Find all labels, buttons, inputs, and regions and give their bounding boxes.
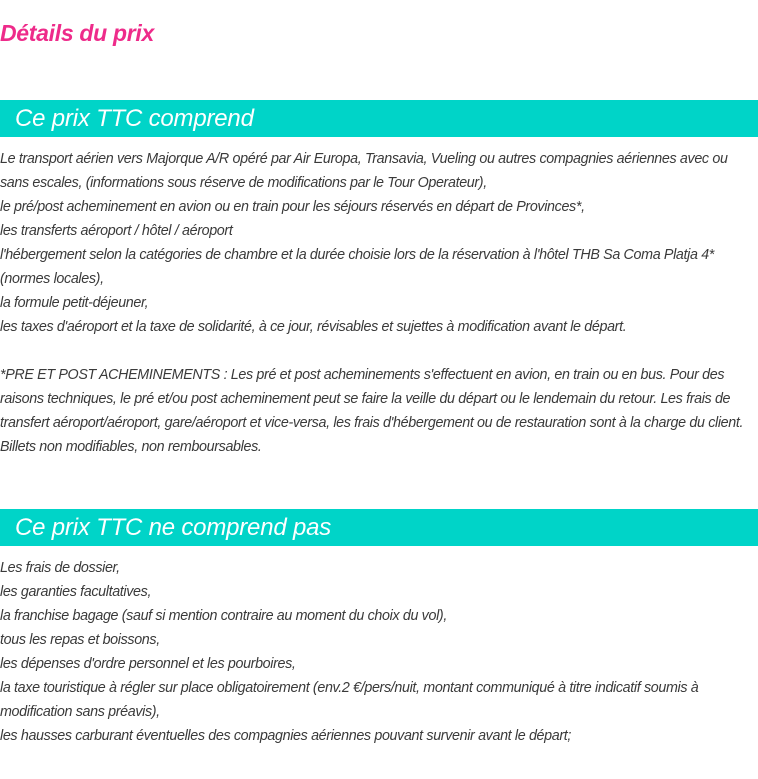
includes-line: les transferts aéroport / hôtel / aéroport [0,223,233,239]
includes-line: l'hébergement selon la catégories de chambre et la durée choisie lors de la réservation à l'hôtel THB Sa Coma Platja 4* (normes locales), [0,247,715,287]
includes-list [0,147,758,459]
includes-line: le pré/post acheminement en avion ou en train pour les séjours réservés en départ de Provinces*, [0,199,585,215]
excludes-line: les dépenses d'ordre personnel et les pourboires, [0,656,296,672]
excludes-line: les garanties facultatives, [0,584,152,600]
includes-line: les taxes d'aéroport et la taxe de solidarité, à ce jour, révisables et sujettes à modification avant le départ. [0,319,627,335]
excludes-heading: Ce prix TTC ne comprend pas [15,514,332,541]
includes-heading: Ce prix TTC comprend [15,105,254,132]
excludes-line: les hausses carburant éventuelles des compagnies aériennes pouvant survenir avant le départ; [0,728,572,744]
excludes-section-header [0,509,758,546]
pre-post-note: *PRE ET POST ACHEMINEMENTS : Les pré et post acheminements s'effectuent en avion, en train ou en bus. Pour des raisons techniques, le pré et/ou post acheminement peut se faire la veille du départ ou le lendemain du retour. Les frais de transfert aéroport/aéroport, gare/aéroport et vice-versa, les frais d'hébergement ou de restauration sont à la charge du client. Billets non modifiables, non remboursables. [0,367,744,455]
includes-line: la formule petit-déjeuner, [0,295,149,311]
excludes-list [0,556,758,748]
excludes-line: la franchise bagage (sauf si mention contraire au moment du choix du vol), [0,608,447,624]
includes-section-header [0,100,758,137]
excludes-line: Les frais de dossier, [0,560,120,576]
excludes-line: la taxe touristique à régler sur place obligatoirement (env.2 €/pers/nuit, montant communiqué à titre indicatif soumis à modification sans préavis), [0,680,699,720]
excludes-line: tous les repas et boissons, [0,632,160,648]
page-title: Détails du prix [0,20,154,46]
includes-line: Le transport aérien vers Majorque A/R opéré par Air Europa, Transavia, Vueling ou autres compagnies aériennes avec ou sans escales, (informations sous réserve de modifications par le Tour Operateur), [0,151,728,191]
